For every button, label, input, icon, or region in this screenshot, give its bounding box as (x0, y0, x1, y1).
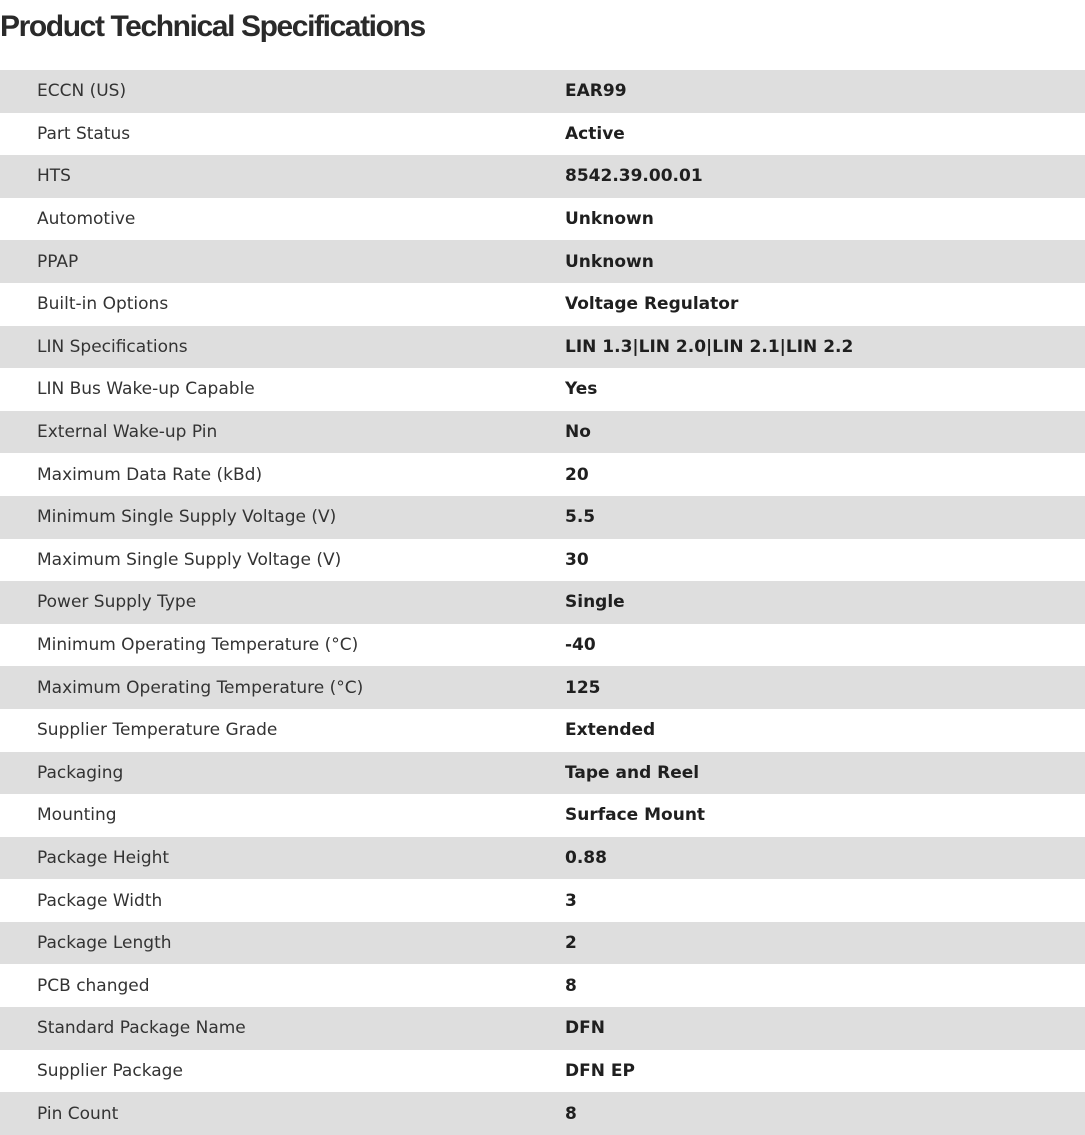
spec-value: 20 (565, 464, 589, 485)
page-title: Product Technical Specifications (0, 10, 425, 43)
table-row (0, 879, 1085, 922)
spec-label: ECCN (US) (37, 81, 127, 102)
table-row (0, 794, 1085, 837)
spec-table (0, 70, 1085, 1135)
table-row (0, 411, 1085, 454)
table-row (0, 752, 1085, 795)
table-row (0, 155, 1085, 198)
spec-label: LIN Bus Wake-up Capable (37, 379, 255, 400)
spec-value: DFN EP (565, 1060, 635, 1081)
spec-value: 8 (565, 1103, 577, 1124)
table-row (0, 539, 1085, 582)
table-row (0, 368, 1085, 411)
spec-table-body (0, 70, 1085, 1135)
table-row (0, 496, 1085, 539)
spec-label: Automotive (37, 209, 136, 230)
spec-label: HTS (37, 166, 71, 187)
table-row (0, 453, 1085, 496)
table-row (0, 326, 1085, 369)
spec-value: DFN (565, 1018, 605, 1039)
spec-label: Mounting (37, 805, 117, 826)
table-row (0, 666, 1085, 709)
spec-label: PPAP (37, 251, 79, 272)
spec-value: Extended (565, 720, 656, 741)
spec-label: Packaging (37, 762, 124, 783)
spec-value: EAR99 (565, 81, 627, 102)
spec-value: 8 (565, 975, 577, 996)
spec-label: Part Status (37, 123, 131, 144)
table-row (0, 1050, 1085, 1093)
spec-label: Package Width (37, 890, 163, 911)
table-row (0, 964, 1085, 1007)
spec-value: 0.88 (565, 847, 607, 868)
spec-label: Supplier Package (37, 1060, 183, 1081)
table-row (0, 1007, 1085, 1050)
spec-value: Yes (565, 379, 598, 400)
spec-label: Minimum Single Supply Voltage (V) (37, 507, 337, 528)
spec-value: -40 (565, 635, 596, 656)
table-row (0, 1092, 1085, 1135)
spec-value: Unknown (565, 209, 654, 230)
spec-value: Active (565, 123, 625, 144)
spec-value: 125 (565, 677, 601, 698)
table-row (0, 709, 1085, 752)
spec-label: Standard Package Name (37, 1018, 246, 1039)
spec-label: Maximum Data Rate (kBd) (37, 464, 263, 485)
spec-value: Single (565, 592, 625, 613)
spec-value: 8542.39.00.01 (565, 166, 703, 187)
spec-label: Minimum Operating Temperature (°C) (37, 635, 359, 656)
table-row (0, 581, 1085, 624)
spec-value: 5.5 (565, 507, 596, 528)
table-row (0, 624, 1085, 667)
spec-value: LIN 1.3|LIN 2.0|LIN 2.1|LIN 2.2 (565, 336, 854, 357)
spec-label: Built-in Options (37, 294, 169, 315)
spec-value: 2 (565, 933, 577, 954)
spec-label: Package Height (37, 847, 170, 868)
table-row (0, 922, 1085, 965)
table-row (0, 113, 1085, 156)
spec-label: External Wake-up Pin (37, 422, 218, 443)
spec-label: Maximum Operating Temperature (°C) (37, 677, 364, 698)
spec-label: Maximum Single Supply Voltage (V) (37, 549, 342, 570)
spec-value: 3 (565, 890, 577, 911)
spec-value: 30 (565, 549, 589, 570)
table-row (0, 240, 1085, 283)
spec-label: Pin Count (37, 1103, 119, 1124)
spec-value: Voltage Regulator (565, 294, 739, 315)
table-row (0, 70, 1085, 113)
spec-value: Unknown (565, 251, 654, 272)
spec-value: No (565, 422, 591, 443)
spec-value: Tape and Reel (565, 762, 700, 783)
table-row (0, 837, 1085, 880)
spec-value: Surface Mount (565, 805, 706, 826)
spec-label: PCB changed (37, 975, 150, 996)
spec-label: Package Length (37, 933, 172, 954)
spec-label: LIN Specifications (37, 336, 188, 357)
spec-label: Power Supply Type (37, 592, 197, 613)
table-row (0, 198, 1085, 241)
table-row (0, 283, 1085, 326)
spec-label: Supplier Temperature Grade (37, 720, 278, 741)
